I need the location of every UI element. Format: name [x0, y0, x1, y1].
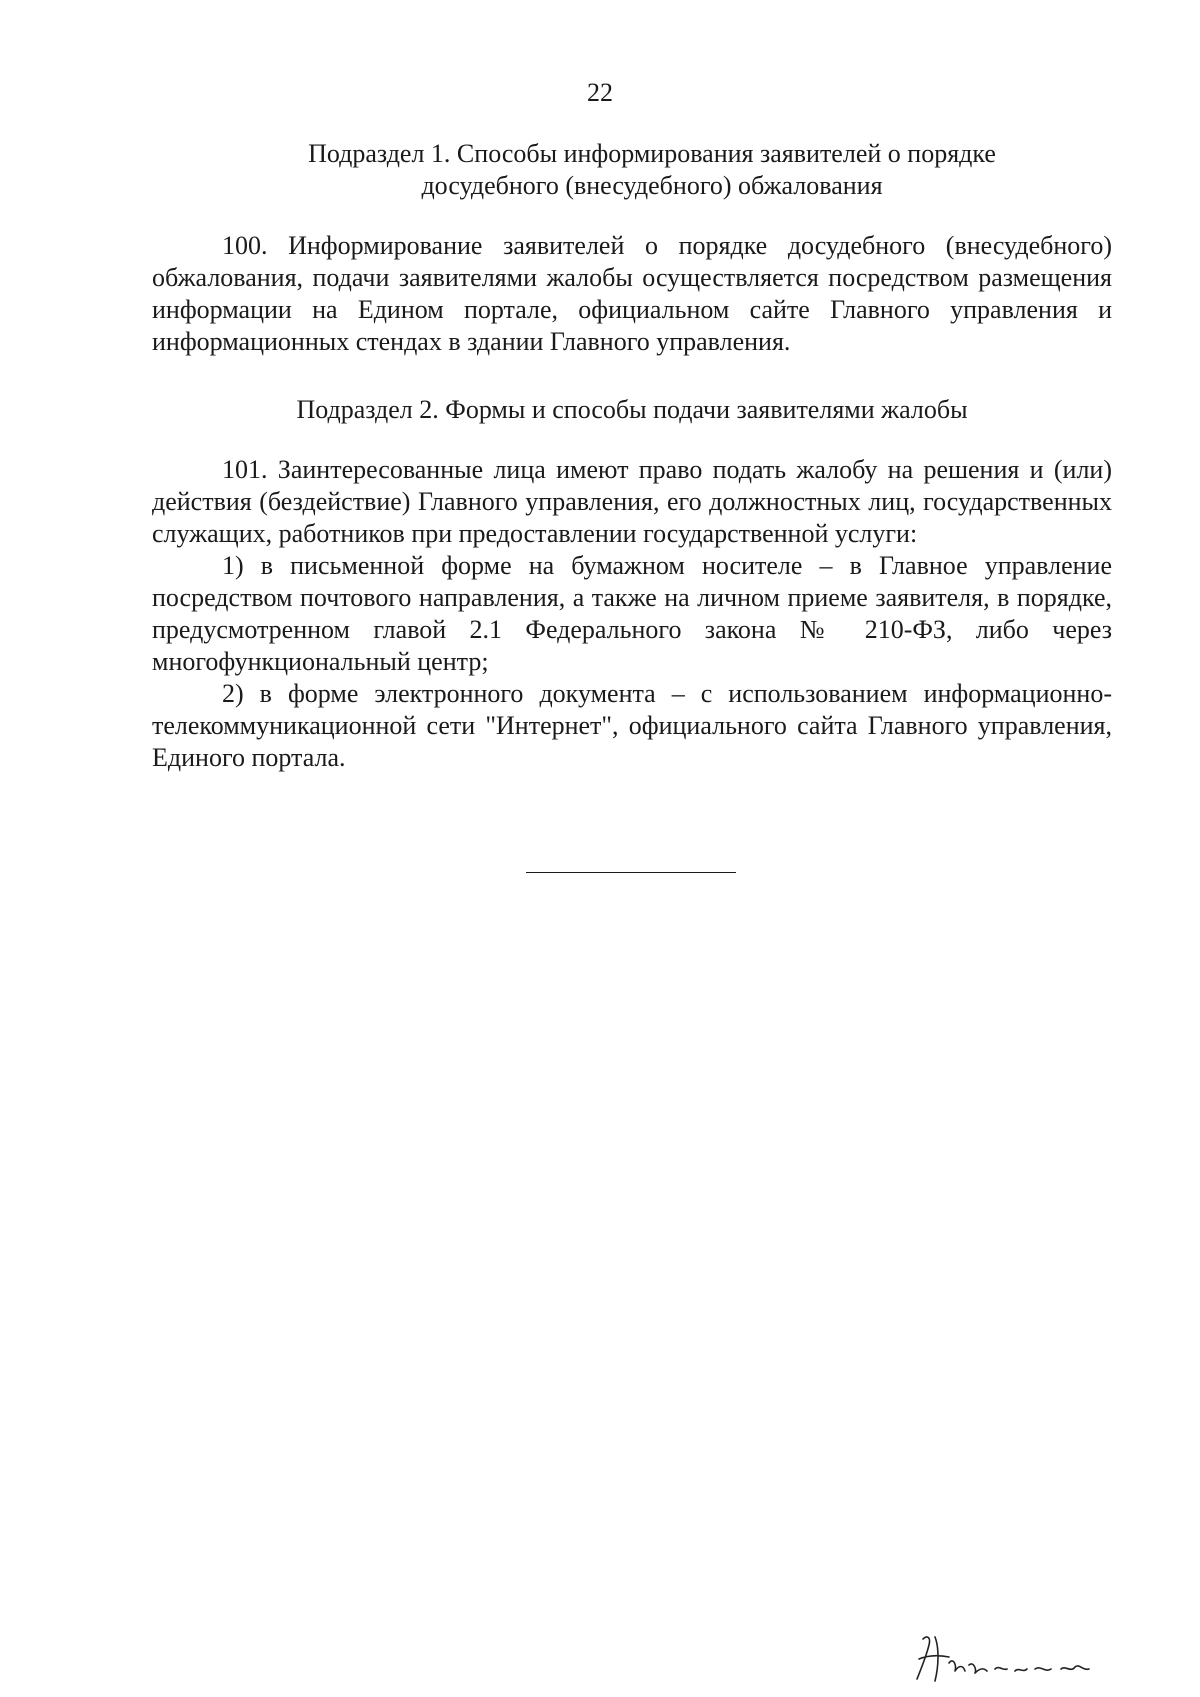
list-item-2: 2) в форме электронного документа – с использованием информационно-телекоммуникационной сети "Интернет", официального сайта Главного управления, Единого портала. — [152, 679, 1112, 772]
page-number: 22 — [587, 78, 613, 107]
subsection1-heading-line1: Подраздел 1. Способы информирования заявителей о порядке — [308, 139, 996, 168]
end-separator-line — [526, 872, 736, 873]
paragraph-101: 101. Заинтересованные лица имеют право подать жалобу на решения и (или) действия (бездействие) Главного управления, его должностных лиц, государственных служащих, работников при предоставлении государственной услуги: — [152, 455, 1112, 548]
document-body — [152, 138, 1112, 774]
spacer — [152, 358, 1112, 394]
subsection2-heading: Подраздел 2. Формы и способы подачи заявителями жалобы — [296, 395, 968, 424]
subsection1-heading-line2: досудебного (внесудебного) обжалования — [421, 171, 883, 200]
handwritten-signature — [905, 1625, 1125, 1685]
list-item-1: 1) в письменной форме на бумажном носителе – в Главное управление посредством почтового направления, а также на личном приеме заявителя, в порядке, предусмотренном главой 2.1 Федерального закона № 210-ФЗ, либо через многофункциональный центр; — [152, 551, 1112, 676]
spacer — [152, 202, 1112, 230]
paragraph-100: 100. Информирование заявителей о порядке досудебного (внесудебного) обжалования, подачи заявителями жалобы осуществляется посредством размещения информации на Едином портале, официальном сайте Главного управления и информационных стендах в здании Главного управления. — [152, 231, 1112, 356]
spacer — [152, 426, 1112, 454]
